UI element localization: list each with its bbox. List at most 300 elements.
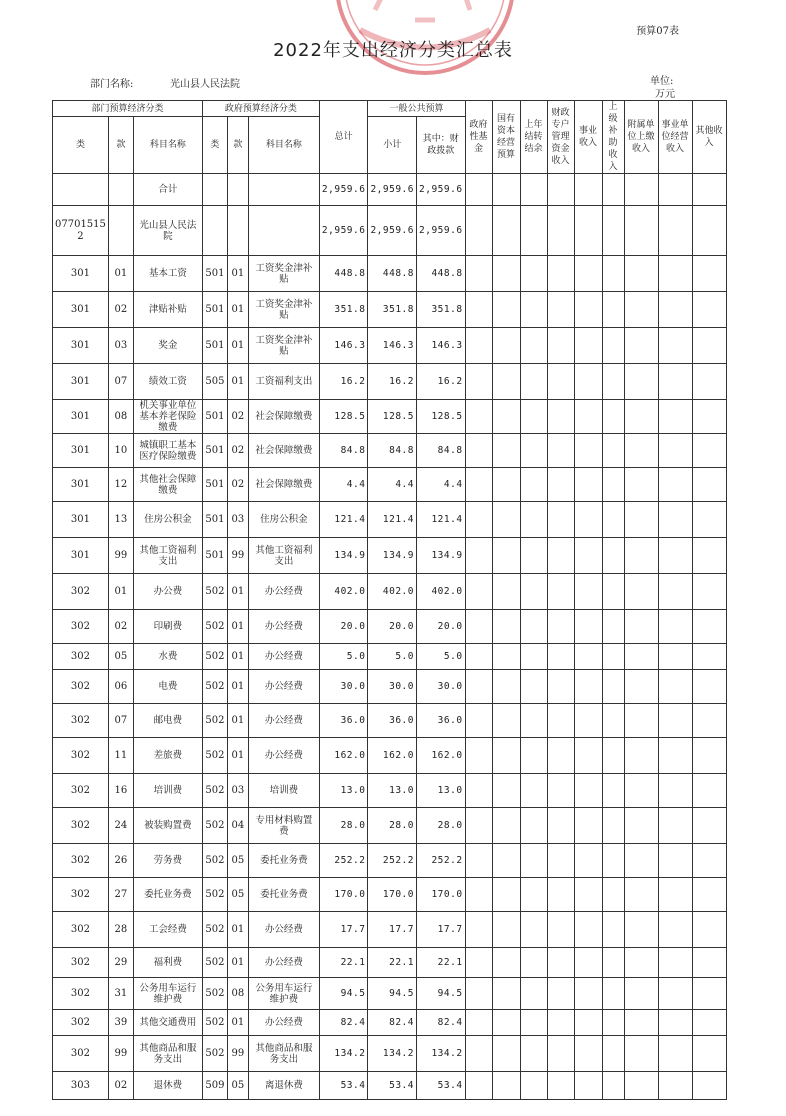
cell-fiscal: 4.4 xyxy=(417,468,466,502)
cell-empty xyxy=(492,400,520,434)
cell-fiscal: 162.0 xyxy=(417,738,466,774)
cell-empty xyxy=(602,912,624,948)
cell-empty xyxy=(692,738,726,774)
cell-total: 146.3 xyxy=(319,328,368,364)
table-row xyxy=(53,174,727,206)
cell-lei: 302 xyxy=(53,948,109,978)
cell-lei-gov: 502 xyxy=(202,574,227,610)
cell-subtotal: 2,959.6 xyxy=(368,174,417,206)
cell-subtotal: 448.8 xyxy=(368,256,417,292)
cell-empty xyxy=(547,774,574,808)
cell-kuan: 27 xyxy=(108,878,133,912)
table-row xyxy=(53,948,727,978)
cell-fiscal: 30.0 xyxy=(417,670,466,704)
cell-lei: 302 xyxy=(53,1036,109,1072)
table-row xyxy=(53,844,727,878)
cell-empty xyxy=(692,774,726,808)
cell-empty xyxy=(547,610,574,644)
form-number: 预算07表 xyxy=(636,26,679,37)
cell-name-gov: 办公经费 xyxy=(248,670,319,704)
cell-empty xyxy=(602,538,624,574)
cell-empty xyxy=(602,434,624,468)
cell-name: 电费 xyxy=(133,670,202,704)
cell-total: 162.0 xyxy=(319,738,368,774)
cell-kuan xyxy=(108,174,133,206)
cell-empty xyxy=(574,878,602,912)
cell-lei-gov: 502 xyxy=(202,774,227,808)
cell-fiscal: 22.1 xyxy=(417,948,466,978)
cell-empty xyxy=(492,738,520,774)
cell-subtotal: 134.2 xyxy=(368,1036,417,1072)
cell-name-gov: 其他商品和服务支出 xyxy=(248,1036,319,1072)
cell-empty xyxy=(624,704,658,738)
cell-kuan: 06 xyxy=(108,670,133,704)
cell-empty xyxy=(465,1072,492,1100)
cell-name: 水费 xyxy=(133,644,202,670)
cell-kuan-gov: 03 xyxy=(227,774,248,808)
table-row xyxy=(53,808,727,844)
cell-empty xyxy=(692,644,726,670)
cell-empty xyxy=(520,704,547,738)
cell-empty xyxy=(658,774,692,808)
cell-subtotal: 16.2 xyxy=(368,364,417,400)
cell-name-gov: 公务用车运行维护费 xyxy=(248,978,319,1010)
cell-empty xyxy=(658,364,692,400)
cell-empty xyxy=(624,948,658,978)
cell-empty xyxy=(602,574,624,610)
cell-subtotal: 128.5 xyxy=(368,400,417,434)
cell-empty xyxy=(465,292,492,328)
cell-empty xyxy=(574,808,602,844)
cell-fiscal: 134.9 xyxy=(417,538,466,574)
cell-empty xyxy=(692,704,726,738)
cell-name: 邮电费 xyxy=(133,704,202,738)
cell-empty xyxy=(602,468,624,502)
cell-empty xyxy=(520,808,547,844)
cell-kuan: 02 xyxy=(108,292,133,328)
header-subtotal: 小计 xyxy=(368,117,417,174)
cell-empty xyxy=(574,468,602,502)
cell-kuan-gov xyxy=(227,206,248,256)
table-row xyxy=(53,670,727,704)
cell-name-gov: 离退休费 xyxy=(248,1072,319,1100)
cell-subtotal: 13.0 xyxy=(368,774,417,808)
cell-empty xyxy=(520,738,547,774)
cell-empty xyxy=(602,364,624,400)
cell-kuan-gov: 02 xyxy=(227,468,248,502)
cell-subtotal: 20.0 xyxy=(368,610,417,644)
cell-empty xyxy=(520,468,547,502)
cell-empty xyxy=(547,574,574,610)
cell-empty xyxy=(465,468,492,502)
cell-lei-gov xyxy=(202,206,227,256)
cell-kuan: 02 xyxy=(108,610,133,644)
cell-name: 被装购置费 xyxy=(133,808,202,844)
cell-empty xyxy=(465,538,492,574)
header-name: 科目名称 xyxy=(133,117,202,174)
cell-subtotal: 252.2 xyxy=(368,844,417,878)
cell-empty xyxy=(547,364,574,400)
cell-fiscal: 2,959.6 xyxy=(417,174,466,206)
table-row xyxy=(53,364,727,400)
cell-kuan-gov: 01 xyxy=(227,704,248,738)
cell-empty xyxy=(465,610,492,644)
cell-empty xyxy=(624,292,658,328)
cell-empty xyxy=(520,610,547,644)
cell-empty xyxy=(465,256,492,292)
cell-name-gov: 办公经费 xyxy=(248,574,319,610)
cell-kuan: 16 xyxy=(108,774,133,808)
cell-total: 28.0 xyxy=(319,808,368,844)
cell-lei xyxy=(53,174,109,206)
cell-empty xyxy=(574,738,602,774)
cell-total: 252.2 xyxy=(319,844,368,878)
cell-empty xyxy=(547,256,574,292)
unit-label: 单位: xyxy=(650,76,674,87)
cell-lei-gov: 505 xyxy=(202,364,227,400)
cell-kuan: 99 xyxy=(108,538,133,574)
cell-lei: 301 xyxy=(53,256,109,292)
cell-lei-gov: 501 xyxy=(202,502,227,538)
cell-empty xyxy=(602,256,624,292)
cell-kuan-gov: 01 xyxy=(227,364,248,400)
cell-total: 448.8 xyxy=(319,256,368,292)
header-name-gov: 科目名称 xyxy=(248,117,319,174)
cell-lei-gov: 502 xyxy=(202,878,227,912)
cell-lei-gov: 502 xyxy=(202,808,227,844)
cell-kuan-gov xyxy=(227,174,248,206)
cell-fiscal: 82.4 xyxy=(417,1010,466,1036)
cell-total: 351.8 xyxy=(319,292,368,328)
cell-lei-gov: 501 xyxy=(202,256,227,292)
cell-fiscal: 2,959.6 xyxy=(417,206,466,256)
cell-subtotal: 146.3 xyxy=(368,328,417,364)
cell-empty xyxy=(624,206,658,256)
cell-empty xyxy=(602,774,624,808)
cell-lei: 302 xyxy=(53,574,109,610)
cell-lei: 303 xyxy=(53,1072,109,1100)
cell-subtotal: 351.8 xyxy=(368,292,417,328)
cell-lei-gov: 502 xyxy=(202,948,227,978)
cell-name-gov: 工资奖金津补贴 xyxy=(248,292,319,328)
cell-empty xyxy=(547,1036,574,1072)
cell-name-gov xyxy=(248,174,319,206)
cell-name: 其他交通费用 xyxy=(133,1010,202,1036)
cell-empty xyxy=(465,328,492,364)
cell-lei-gov: 502 xyxy=(202,704,227,738)
header-fiscal: 其中：财政拨款 xyxy=(417,117,466,174)
cell-name: 退休费 xyxy=(133,1072,202,1100)
cell-lei: 302 xyxy=(53,610,109,644)
cell-subtotal: 84.8 xyxy=(368,434,417,468)
cell-empty xyxy=(547,292,574,328)
cell-name-gov: 办公经费 xyxy=(248,1010,319,1036)
cell-subtotal: 30.0 xyxy=(368,670,417,704)
cell-name: 办公费 xyxy=(133,574,202,610)
cell-name: 城镇职工基本医疗保险缴费 xyxy=(133,434,202,468)
cell-empty xyxy=(624,434,658,468)
cell-lei: 301 xyxy=(53,364,109,400)
cell-empty xyxy=(547,400,574,434)
cell-empty xyxy=(520,1010,547,1036)
cell-empty xyxy=(492,328,520,364)
cell-name-gov: 培训费 xyxy=(248,774,319,808)
cell-lei-gov: 502 xyxy=(202,844,227,878)
cell-empty xyxy=(692,502,726,538)
cell-subtotal: 5.0 xyxy=(368,644,417,670)
cell-kuan: 07 xyxy=(108,704,133,738)
cell-empty xyxy=(692,610,726,644)
cell-name: 印刷费 xyxy=(133,610,202,644)
cell-empty xyxy=(692,978,726,1010)
cell-empty xyxy=(465,174,492,206)
cell-lei: 301 xyxy=(53,468,109,502)
cell-name: 光山县人民法院 xyxy=(133,206,202,256)
cell-subtotal: 170.0 xyxy=(368,878,417,912)
cell-empty xyxy=(574,328,602,364)
cell-empty xyxy=(602,948,624,978)
cell-lei: 302 xyxy=(53,738,109,774)
cell-empty xyxy=(574,1072,602,1100)
cell-empty xyxy=(658,912,692,948)
cell-kuan xyxy=(108,206,133,256)
cell-name-gov: 委托业务费 xyxy=(248,878,319,912)
cell-kuan: 02 xyxy=(108,1072,133,1100)
cell-total: 82.4 xyxy=(319,1010,368,1036)
cell-fiscal: 121.4 xyxy=(417,502,466,538)
cell-empty xyxy=(492,610,520,644)
cell-empty xyxy=(465,878,492,912)
cell-subtotal: 162.0 xyxy=(368,738,417,774)
cell-empty xyxy=(624,574,658,610)
cell-empty xyxy=(520,978,547,1010)
header-kuan: 款 xyxy=(108,117,133,174)
cell-empty xyxy=(658,434,692,468)
table-row xyxy=(53,1010,727,1036)
cell-empty xyxy=(492,912,520,948)
cell-empty xyxy=(574,574,602,610)
cell-empty xyxy=(520,670,547,704)
cell-empty xyxy=(574,704,602,738)
cell-empty xyxy=(602,670,624,704)
cell-subtotal: 22.1 xyxy=(368,948,417,978)
cell-kuan: 03 xyxy=(108,328,133,364)
cell-total: 2,959.6 xyxy=(319,174,368,206)
cell-empty xyxy=(692,400,726,434)
cell-empty xyxy=(624,978,658,1010)
cell-name-gov: 工资奖金津补贴 xyxy=(248,256,319,292)
table-row xyxy=(53,434,727,468)
cell-lei-gov: 501 xyxy=(202,468,227,502)
cell-empty xyxy=(465,978,492,1010)
page-title: 2022年支出经济分类汇总表 xyxy=(273,40,513,61)
cell-empty xyxy=(624,912,658,948)
cell-kuan: 08 xyxy=(108,400,133,434)
cell-kuan-gov: 01 xyxy=(227,948,248,978)
cell-total: 121.4 xyxy=(319,502,368,538)
cell-empty xyxy=(520,948,547,978)
cell-empty xyxy=(547,644,574,670)
cell-empty xyxy=(624,738,658,774)
cell-empty xyxy=(465,704,492,738)
cell-empty xyxy=(492,774,520,808)
cell-empty xyxy=(520,844,547,878)
header-special-account: 财政专户管理资金收入 xyxy=(547,101,574,174)
cell-kuan-gov: 02 xyxy=(227,400,248,434)
cell-empty xyxy=(547,1010,574,1036)
cell-name-gov: 工资奖金津补贴 xyxy=(248,328,319,364)
cell-lei: 302 xyxy=(53,844,109,878)
cell-name: 其他商品和服务支出 xyxy=(133,1036,202,1072)
cell-empty xyxy=(624,808,658,844)
cell-empty xyxy=(492,978,520,1010)
cell-subtotal: 134.9 xyxy=(368,538,417,574)
cell-lei-gov: 502 xyxy=(202,610,227,644)
cell-total: 134.9 xyxy=(319,538,368,574)
cell-empty xyxy=(547,434,574,468)
cell-subtotal: 28.0 xyxy=(368,808,417,844)
cell-name: 奖金 xyxy=(133,328,202,364)
table-row xyxy=(53,738,727,774)
header-gov-group: 政府预算经济分类 xyxy=(202,101,319,117)
cell-empty xyxy=(547,738,574,774)
header-lei-gov: 类 xyxy=(202,117,227,174)
cell-lei-gov: 501 xyxy=(202,292,227,328)
cell-empty xyxy=(547,978,574,1010)
table-row xyxy=(53,328,727,364)
cell-empty xyxy=(658,1072,692,1100)
cell-empty xyxy=(465,400,492,434)
cell-fiscal: 170.0 xyxy=(417,878,466,912)
cell-empty xyxy=(602,978,624,1010)
cell-empty xyxy=(492,364,520,400)
table-row xyxy=(53,292,727,328)
cell-kuan-gov: 01 xyxy=(227,328,248,364)
cell-empty xyxy=(492,502,520,538)
cell-fiscal: 94.5 xyxy=(417,978,466,1010)
cell-empty xyxy=(658,644,692,670)
cell-empty xyxy=(520,502,547,538)
cell-lei-gov: 502 xyxy=(202,644,227,670)
cell-empty xyxy=(692,206,726,256)
cell-empty xyxy=(624,774,658,808)
cell-lei-gov: 501 xyxy=(202,434,227,468)
cell-empty xyxy=(658,174,692,206)
cell-empty xyxy=(624,670,658,704)
cell-empty xyxy=(602,704,624,738)
header-operating-income: 事业单位经营收入 xyxy=(658,101,692,174)
department-label: 部门名称: xyxy=(90,79,134,90)
cell-empty xyxy=(492,670,520,704)
cell-empty xyxy=(658,538,692,574)
cell-empty xyxy=(520,256,547,292)
cell-kuan-gov: 01 xyxy=(227,574,248,610)
cell-lei-gov: 502 xyxy=(202,1036,227,1072)
cell-kuan: 29 xyxy=(108,948,133,978)
cell-empty xyxy=(492,1072,520,1100)
cell-empty xyxy=(520,434,547,468)
cell-empty xyxy=(658,1010,692,1036)
cell-empty xyxy=(602,206,624,256)
cell-empty xyxy=(624,174,658,206)
cell-name: 基本工资 xyxy=(133,256,202,292)
cell-kuan: 12 xyxy=(108,468,133,502)
cell-empty xyxy=(624,610,658,644)
cell-lei: 302 xyxy=(53,808,109,844)
cell-empty xyxy=(465,502,492,538)
cell-empty xyxy=(658,468,692,502)
cell-fiscal: 146.3 xyxy=(417,328,466,364)
table-row xyxy=(53,878,727,912)
cell-empty xyxy=(520,878,547,912)
cell-empty xyxy=(547,502,574,538)
cell-kuan-gov: 04 xyxy=(227,808,248,844)
cell-empty xyxy=(624,364,658,400)
cell-lei: 301 xyxy=(53,502,109,538)
cell-kuan: 26 xyxy=(108,844,133,878)
cell-empty xyxy=(692,844,726,878)
cell-empty xyxy=(692,434,726,468)
cell-fiscal: 16.2 xyxy=(417,364,466,400)
cell-lei-gov: 501 xyxy=(202,328,227,364)
cell-empty xyxy=(465,364,492,400)
header-carryover: 上年结转结余 xyxy=(520,101,547,174)
cell-total: 36.0 xyxy=(319,704,368,738)
cell-empty xyxy=(602,292,624,328)
cell-empty xyxy=(547,704,574,738)
cell-empty xyxy=(624,1072,658,1100)
cell-fiscal: 20.0 xyxy=(417,610,466,644)
cell-empty xyxy=(465,574,492,610)
header-business-income: 事业收入 xyxy=(574,101,602,174)
cell-total: 22.1 xyxy=(319,948,368,978)
cell-empty xyxy=(658,292,692,328)
header-state-capital: 国有资本经营预算 xyxy=(492,101,520,174)
cell-subtotal: 4.4 xyxy=(368,468,417,502)
cell-empty xyxy=(492,704,520,738)
cell-name-gov: 办公经费 xyxy=(248,738,319,774)
cell-total: 134.2 xyxy=(319,1036,368,1072)
header-lei: 类 xyxy=(53,117,109,174)
cell-kuan-gov: 01 xyxy=(227,1010,248,1036)
cell-name-gov: 住房公积金 xyxy=(248,502,319,538)
cell-empty xyxy=(574,256,602,292)
cell-empty xyxy=(692,1036,726,1072)
cell-lei: 07701515 2 xyxy=(53,206,109,256)
cell-empty xyxy=(465,844,492,878)
cell-empty xyxy=(547,844,574,878)
cell-empty xyxy=(492,206,520,256)
cell-empty xyxy=(520,174,547,206)
cell-total: 30.0 xyxy=(319,670,368,704)
cell-kuan-gov: 01 xyxy=(227,292,248,328)
cell-empty xyxy=(492,808,520,844)
cell-lei: 302 xyxy=(53,978,109,1010)
cell-empty xyxy=(574,174,602,206)
cell-name: 培训费 xyxy=(133,774,202,808)
cell-lei-gov: 501 xyxy=(202,400,227,434)
cell-empty xyxy=(574,774,602,808)
cell-empty xyxy=(692,468,726,502)
cell-empty xyxy=(492,644,520,670)
cell-name-gov: 工资福利支出 xyxy=(248,364,319,400)
cell-empty xyxy=(692,538,726,574)
cell-empty xyxy=(574,644,602,670)
cell-empty xyxy=(658,738,692,774)
cell-lei: 301 xyxy=(53,292,109,328)
cell-kuan: 10 xyxy=(108,434,133,468)
cell-empty xyxy=(574,1036,602,1072)
